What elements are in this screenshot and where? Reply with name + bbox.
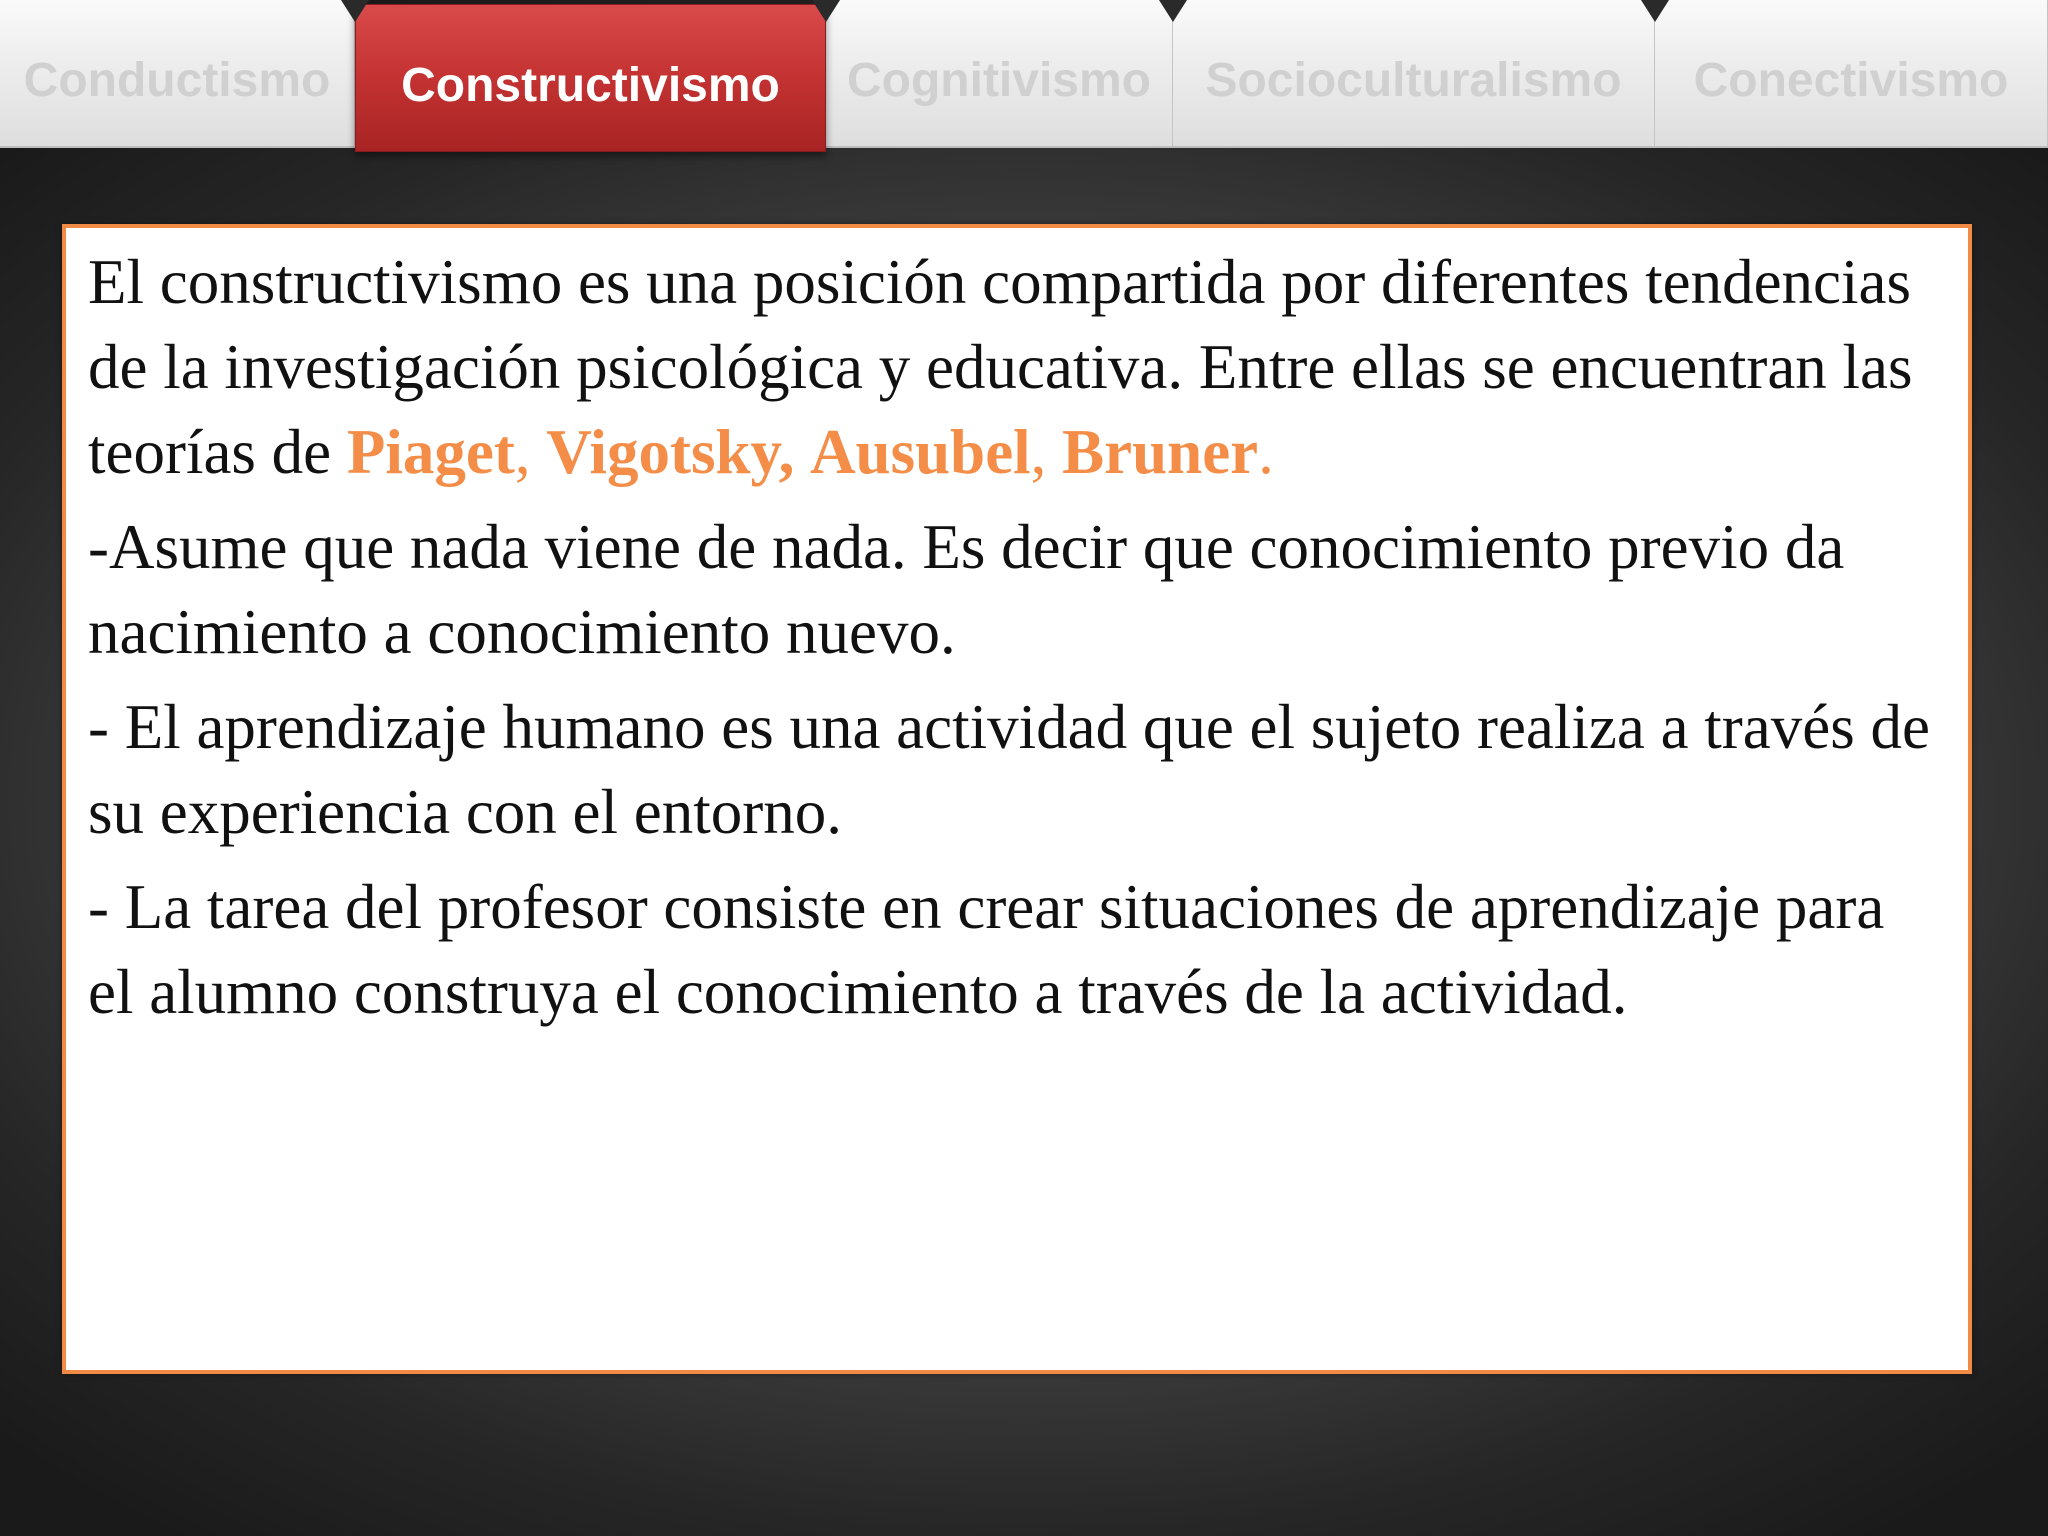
- tab-separator-notch: [1641, 0, 1669, 22]
- content-box: [62, 224, 1972, 1374]
- author-ausubel: Ausubel: [810, 417, 1031, 487]
- separator-comma: ,: [514, 417, 547, 487]
- tab-separator-notch: [1159, 0, 1187, 22]
- tab-cognitivismo[interactable]: Cognitivismo: [826, 0, 1173, 148]
- tab-constructivismo[interactable]: Constructivismo: [355, 4, 826, 152]
- bullet-paragraph-3: - La tarea del profesor consiste en crear situaciones de aprendizaje para el alumno construya el conocimiento a través de la actividad.: [88, 872, 1885, 1027]
- author-bruner: Bruner: [1062, 417, 1259, 487]
- tab-socioculturalismo[interactable]: Socioculturalismo: [1173, 0, 1655, 148]
- bullet-paragraph-1: -Asume que nada viene de nada. Es decir que conocimiento previo da nacimiento a conocimiento nuevo.: [88, 512, 1845, 667]
- intro-paragraph: [88, 240, 1944, 495]
- intro-text: El constructivismo es una posición compartida por diferentes tendencias de la investigación psicológica y educativa. Entre ellas se encuentran las teorías de: [88, 247, 1913, 487]
- tab-separator-notch: [812, 0, 840, 22]
- tab-bar: [0, 0, 2048, 150]
- tab-conectivismo[interactable]: Conectivismo: [1655, 0, 2048, 148]
- author-piaget: Piaget: [346, 417, 515, 487]
- bullet-paragraph-2: - El aprendizaje humano es una actividad que el sujeto realiza a través de su experiencia con el entorno.: [88, 692, 1930, 847]
- tab-separator-notch: [341, 0, 369, 22]
- end-period: .: [1258, 417, 1274, 487]
- tab-conductismo[interactable]: Conductismo: [0, 0, 355, 148]
- separator-comma: ,: [1030, 417, 1063, 487]
- author-vigotsky: Vigotsky: [546, 417, 779, 487]
- separator-comma: ,: [778, 417, 795, 487]
